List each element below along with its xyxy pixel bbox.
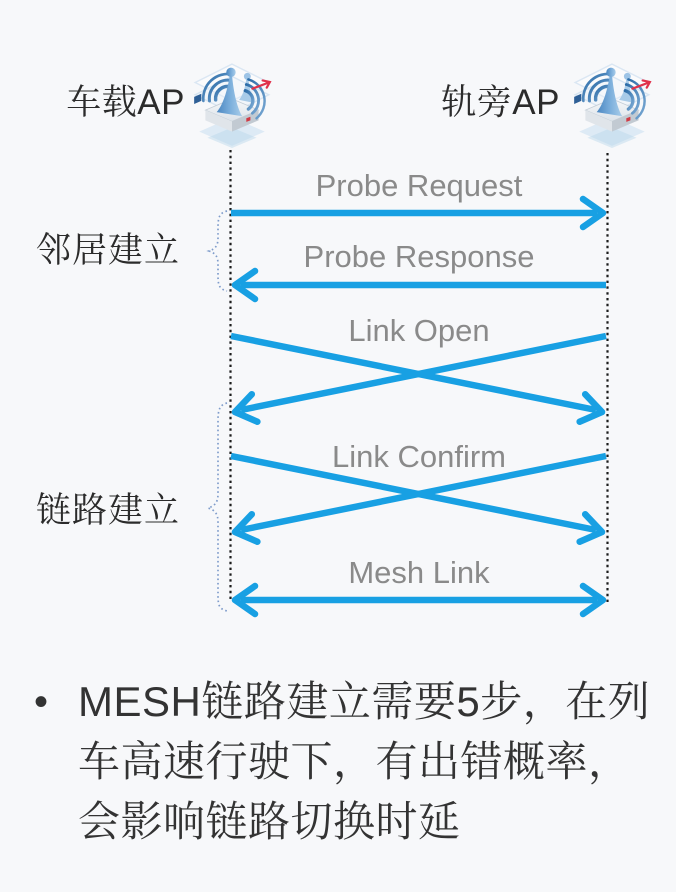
message-label-probe-response: Probe Response	[303, 239, 535, 274]
neighbor-phase-brace	[209, 211, 227, 291]
note-text: MESH链路建立需要5步，在列车高速行驶下，有出错概率，会影响链路切换时延	[78, 678, 651, 845]
link-phase-brace	[208, 403, 227, 611]
message-label-link-confirm: Link Confirm	[332, 439, 506, 474]
note-block	[30, 672, 670, 852]
phase-label-neighbor-establish: 邻居建立	[36, 231, 181, 270]
message-label-mesh-link: Mesh Link	[348, 555, 490, 590]
actor-label-vehicle-ap: 车载AP	[66, 83, 185, 122]
actor-label-trackside-ap: 轨旁AP	[441, 83, 560, 122]
message-label-link-open: Link Open	[348, 313, 490, 348]
trackside-ap-icon	[574, 64, 650, 148]
message-label-probe-request: Probe Request	[315, 168, 523, 203]
bullet-marker: •	[34, 680, 49, 724]
vehicle-ap-icon	[194, 64, 270, 148]
phase-label-link-establish: 链路建立	[36, 491, 181, 530]
